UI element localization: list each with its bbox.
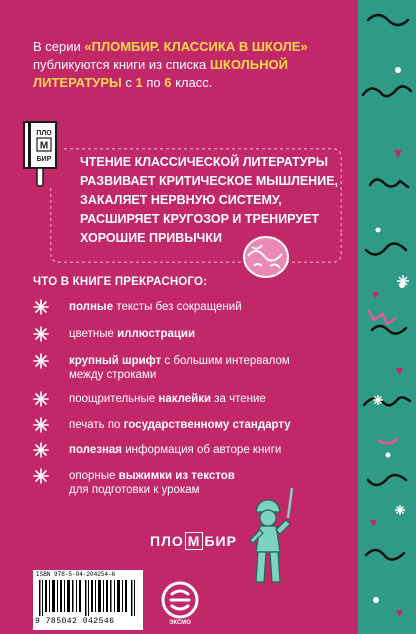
barcode — [33, 570, 143, 630]
feature-item — [33, 469, 235, 497]
plombir-book-icon — [22, 120, 62, 190]
logo-mid: М — [185, 532, 204, 550]
side-pattern-strip — [358, 0, 416, 634]
feature-pre: печать по — [69, 419, 124, 431]
snowflake-icon — [33, 417, 49, 433]
plombir-logo — [150, 532, 237, 550]
feature-pre: поощрительные — [69, 393, 159, 405]
feature-item — [33, 327, 195, 341]
intro-text-1: В серии — [33, 39, 85, 54]
doodle-pattern — [358, 0, 416, 634]
eksmo-logo-icon — [160, 580, 200, 620]
feature-text: тексты без сокращений — [113, 301, 242, 313]
walnut-icon — [240, 232, 292, 282]
book-icon-line: БИР — [36, 156, 52, 163]
to-class: 6 — [164, 75, 172, 90]
quote-line: ЗАКАЛЯЕТ НЕРВНУЮ СИСТЕМУ, — [80, 193, 282, 207]
intro-text-4: по — [142, 75, 165, 90]
school-literature: ШКОЛЬНОЙ ЛИТЕРАТУРЫ — [33, 57, 288, 90]
snowflake-icon — [33, 391, 49, 407]
feature-text-line2: для подготовки к урокам — [69, 484, 200, 496]
barcode-digits: 9 785042 042546 — [35, 617, 115, 626]
quote-line: ХОРОШИЕ ПРИВЫЧКИ — [80, 231, 222, 245]
feature-pre: опорные — [69, 470, 119, 482]
feature-bold: полезная — [69, 444, 123, 456]
book-icon-line: ПЛО — [36, 130, 52, 137]
feature-item — [33, 300, 242, 314]
snowflake-icon — [33, 468, 49, 484]
publisher-name: ЭКСМО — [169, 620, 191, 626]
quote-line: ЧТЕНИЕ КЛАССИЧЕСКОЙ ЛИТЕРАТУРЫ — [80, 155, 329, 169]
series-intro — [33, 38, 353, 92]
series-name: «ПЛОМБИР. КЛАССИКА В ШКОЛЕ» — [84, 39, 308, 54]
feature-bold: крупный шрифт — [69, 355, 162, 367]
quote-line: РАСШИРЯЕТ КРУГОЗОР И ТРЕНИРУЕТ — [80, 212, 320, 226]
feature-bold: наклейки — [158, 393, 212, 405]
barcode-bars — [39, 580, 137, 616]
snowflake-icon — [33, 442, 49, 458]
feature-text-line2: между строками — [69, 369, 157, 381]
feature-text: информация об авторе книги — [122, 444, 282, 456]
intro-text-3: с — [121, 75, 136, 90]
quote-text — [80, 153, 340, 248]
isbn: ISBN 978-5-04-204254-6 — [36, 571, 116, 578]
feature-pre: цветные — [69, 328, 118, 340]
feature-bold: полные — [69, 301, 114, 313]
feature-bold: государственному стандарту — [123, 419, 291, 431]
intro-text-2: публикуются книги из списка — [33, 57, 210, 72]
feature-item — [33, 392, 266, 406]
feature-bold: выжимки из текстов — [118, 470, 235, 482]
feature-text: с большим интервалом — [161, 355, 290, 367]
from-class: 1 — [135, 75, 143, 90]
feature-text: за чтение — [211, 393, 266, 405]
quote-line: РАЗВИВАЕТ КРИТИЧЕСКОЕ МЫШЛЕНИЕ, — [80, 174, 339, 188]
snowflake-icon — [33, 353, 49, 369]
feature-bold: иллюстрации — [117, 328, 196, 340]
feature-item — [33, 418, 291, 432]
feature-item — [33, 354, 290, 382]
pirate-illustration — [238, 482, 294, 592]
logo-left: ПЛО — [150, 533, 184, 549]
logo-right: БИР — [204, 533, 237, 549]
snowflake-icon — [33, 326, 49, 342]
features-title: ЧТО В КНИГЕ ПРЕКРАСНОГО: — [33, 276, 208, 288]
quote-box — [50, 148, 342, 263]
feature-item — [33, 443, 281, 457]
intro-text-5: класс. — [171, 75, 213, 90]
snowflake-icon — [33, 299, 49, 315]
book-icon-line: М — [39, 140, 49, 152]
